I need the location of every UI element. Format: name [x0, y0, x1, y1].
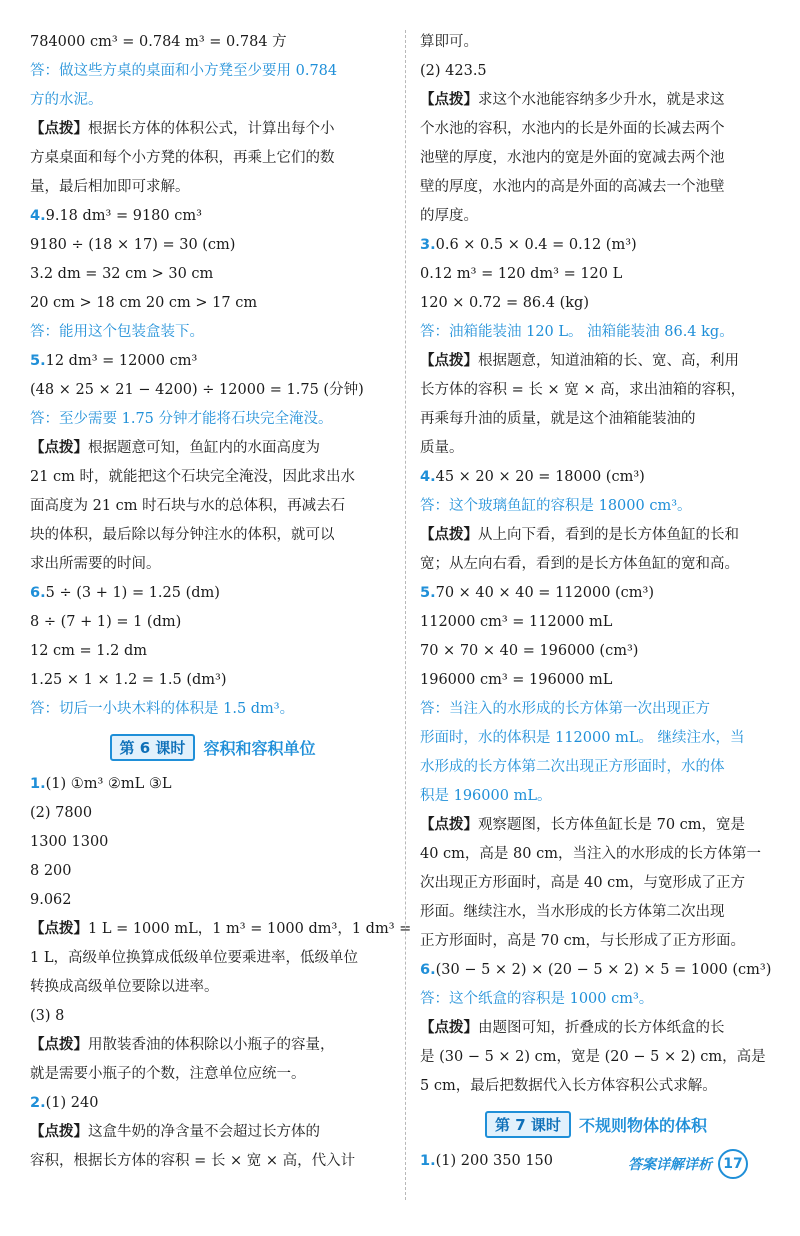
- section-heading: [420, 1105, 772, 1143]
- line-text: 根据长方体的体积公式，计算出每个小: [88, 121, 335, 137]
- line-text: 形面。继续注水，当水形成的长方体第二次出现: [420, 904, 725, 920]
- text-line: [420, 260, 772, 289]
- text-line: [420, 927, 772, 956]
- line-text: 求这个水池能容纳多少升水，就是求这: [478, 92, 725, 108]
- line-text: 答：油箱能装油 120 L。 油箱能装油 86.4 kg。: [420, 324, 734, 340]
- line-text: 宽；从左向右看，看到的是长方体鱼缸的宽和高。: [420, 556, 739, 572]
- section-title: 容积和容积单位: [203, 738, 316, 758]
- text-line: [420, 86, 772, 115]
- text-line: [30, 1089, 395, 1118]
- answer-line: [420, 318, 772, 347]
- text-line: [420, 57, 772, 86]
- line-text: 70 × 70 × 40 = 196000 (cm³): [420, 643, 639, 659]
- text-line: [420, 898, 772, 927]
- line-text: 0.6 × 0.5 × 0.4 = 0.12 (m³): [435, 237, 637, 253]
- lesson-badge: 第 6 课时: [110, 734, 196, 761]
- line-text: 个水池的容积，水池内的长是外面的长减去两个: [420, 121, 725, 137]
- line-text: 这盒牛奶的净含量不会超过长方体的: [88, 1124, 320, 1140]
- line-text: 答：当注入的水形成的长方体第一次出现正方: [420, 701, 710, 717]
- lesson-badge: 第 7 课时: [485, 1111, 571, 1138]
- text-line: [30, 973, 395, 1002]
- line-text: 112000 cm³ = 112000 mL: [420, 614, 613, 630]
- line-text: 就是需要小瓶子的个数，注意单位应统一。: [30, 1066, 306, 1082]
- text-line: [420, 579, 772, 608]
- text-line: [30, 347, 395, 376]
- hint-tag: 【点拨】: [30, 1124, 88, 1140]
- line-text: 答：这个玻璃鱼缸的容积是 18000 cm³。: [420, 498, 692, 514]
- line-text: 根据题意，知道油箱的长、宽、高，利用: [478, 353, 739, 369]
- answer-line: [420, 724, 772, 753]
- line-text: 9.062: [30, 892, 72, 908]
- text-line: [30, 1060, 395, 1089]
- hint-tag: 【点拨】: [30, 1037, 88, 1053]
- line-text: 容积，根据长方体的容积 = 长 × 宽 × 高，代入计: [30, 1153, 356, 1169]
- line-text: 方的水泥。: [30, 92, 103, 108]
- text-line: [420, 347, 772, 376]
- text-line: [30, 915, 412, 944]
- hint-tag: 【点拨】: [30, 921, 88, 937]
- text-line: [30, 260, 395, 289]
- line-text: (30 − 5 × 2) × (20 − 5 × 2) × 5 = 1000 (cm³): [435, 962, 772, 978]
- section-heading: [30, 728, 395, 766]
- text-line: [420, 1043, 772, 1072]
- hint-tag: 【点拨】: [420, 527, 478, 543]
- line-text: 3.2 dm = 32 cm > 30 cm: [30, 266, 214, 282]
- text-line: [420, 231, 772, 260]
- line-text: 长方体的容积 = 长 × 宽 × 高，求出油箱的容积，: [420, 382, 746, 398]
- line-text: 的厚度。: [420, 208, 478, 224]
- text-line: [30, 1147, 395, 1176]
- question-number: 4.: [30, 208, 46, 224]
- text-line: [420, 144, 772, 173]
- line-text: 质量。: [420, 440, 464, 456]
- line-text: (2) 423.5: [420, 63, 487, 79]
- page-number: 17: [718, 1149, 748, 1179]
- text-line: [30, 115, 395, 144]
- line-text: 196000 cm³ = 196000 mL: [420, 672, 613, 688]
- line-text: 5 cm，最后把数据代入长方体容积公式求解。: [420, 1078, 717, 1094]
- text-line: [420, 28, 772, 57]
- text-line: [420, 289, 772, 318]
- line-text: (2) 7800: [30, 805, 93, 821]
- line-text: 1.25 × 1 × 1.2 = 1.5 (dm³): [30, 672, 227, 688]
- text-line: [30, 289, 395, 318]
- question-number: 2.: [30, 1095, 46, 1111]
- text-line: [420, 434, 772, 463]
- line-text: 量，最后相加即可求解。: [30, 179, 190, 195]
- text-line: [30, 886, 395, 915]
- text-line: [30, 463, 395, 492]
- text-line: [30, 1031, 395, 1060]
- line-text: 70 × 40 × 40 = 112000 (cm³): [435, 585, 655, 601]
- text-line: [30, 521, 395, 550]
- text-line: [30, 550, 395, 579]
- line-text: 水形成的长方体第二次出现正方形面时，水的体: [420, 759, 725, 775]
- line-text: (48 × 25 × 21 − 4200) ÷ 12000 = 1.75 (分钟): [30, 382, 364, 398]
- line-text: 8 ÷ (7 + 1) = 1 (dm): [30, 614, 182, 630]
- text-line: [30, 173, 395, 202]
- line-text: 积是 196000 mL。: [420, 788, 552, 804]
- answer-line: [30, 318, 395, 347]
- line-text: 算即可。: [420, 34, 478, 50]
- section-title: 不规则物体的体积: [578, 1115, 707, 1135]
- text-line: [30, 231, 395, 260]
- answer-line: [30, 695, 395, 724]
- text-line: [30, 637, 395, 666]
- line-text: 0.12 m³ = 120 dm³ = 120 L: [420, 266, 623, 282]
- line-text: 120 × 0.72 = 86.4 (kg): [420, 295, 589, 311]
- text-line: [420, 550, 772, 579]
- text-line: [30, 1118, 395, 1147]
- text-line: [420, 521, 772, 550]
- text-line: [30, 144, 395, 173]
- right-column: [420, 28, 772, 1176]
- page-footer: [628, 1149, 748, 1179]
- text-line: [420, 637, 772, 666]
- line-text: 5 ÷ (3 + 1) = 1.25 (dm): [45, 585, 220, 601]
- text-line: [420, 666, 772, 695]
- line-text: 12 dm³ = 12000 cm³: [45, 353, 198, 369]
- line-text: 根据题意可知，鱼缸内的水面高度为: [88, 440, 320, 456]
- answer-line: [420, 492, 772, 521]
- text-line: [420, 405, 772, 434]
- hint-tag: 【点拨】: [420, 1020, 478, 1036]
- line-text: 答：切后一小块木料的体积是 1.5 dm³。: [30, 701, 295, 717]
- answer-line: [30, 57, 395, 86]
- text-line: [420, 1072, 772, 1101]
- question-number: 1.: [420, 1153, 436, 1169]
- answer-line: [420, 985, 772, 1014]
- text-line: [420, 608, 772, 637]
- text-line: [30, 492, 395, 521]
- text-line: [420, 463, 772, 492]
- line-text: 9.18 dm³ = 9180 cm³: [45, 208, 202, 224]
- line-text: 面高度为 21 cm 时石块与水的总体积，再减去石: [30, 498, 346, 514]
- text-line: [30, 376, 395, 405]
- footer-label: 答案详解详析: [628, 1157, 712, 1173]
- text-line: [30, 608, 395, 637]
- question-number: 6.: [420, 962, 436, 978]
- line-text: 块的体积，最后除以每分钟注水的体积，就可以: [30, 527, 335, 543]
- line-text: 784000 cm³ = 0.784 m³ = 0.784 方: [30, 34, 287, 50]
- line-text: 8 200: [30, 863, 72, 879]
- hint-tag: 【点拨】: [30, 440, 88, 456]
- line-text: 20 cm > 18 cm 20 cm > 17 cm: [30, 295, 258, 311]
- line-text: 求出所需要的时间。: [30, 556, 161, 572]
- line-text: 1 L，高级单位换算成低级单位要乘进率，低级单位: [30, 950, 358, 966]
- line-text: 40 cm，高是 80 cm，当注入的水形成的长方体第一: [420, 846, 761, 862]
- hint-tag: 【点拨】: [420, 817, 478, 833]
- question-number: 4.: [420, 469, 436, 485]
- text-line: [30, 1002, 395, 1031]
- question-number: 6.: [30, 585, 46, 601]
- line-text: 是 (30 − 5 × 2) cm，宽是 (20 − 5 × 2) cm，高是: [420, 1049, 766, 1065]
- line-text: 用散装香油的体积除以小瓶子的容量，: [88, 1037, 335, 1053]
- text-line: [30, 828, 395, 857]
- line-text: 再乘每升油的质量，就是这个油箱能装油的: [420, 411, 696, 427]
- line-text: 观察题图，长方体鱼缸长是 70 cm，宽是: [478, 817, 746, 833]
- line-text: 答：能用这个包装盒装下。: [30, 324, 204, 340]
- text-line: [420, 173, 772, 202]
- hint-tag: 【点拨】: [420, 92, 478, 108]
- line-text: 21 cm 时，就能把这个石块完全淹没，因此求出水: [30, 469, 356, 485]
- text-line: [30, 202, 395, 231]
- line-text: 从上向下看，看到的是长方体鱼缸的长和: [478, 527, 739, 543]
- line-text: 12 cm = 1.2 dm: [30, 643, 147, 659]
- line-text: 1 L = 1000 mL，1 m³ = 1000 dm³，1 dm³ =: [88, 921, 412, 937]
- line-text: (1) ①m³ ②mL ③L: [45, 776, 172, 792]
- line-text: 1300 1300: [30, 834, 109, 850]
- answer-line: [420, 753, 772, 782]
- text-line: [30, 579, 395, 608]
- question-number: 5.: [420, 585, 436, 601]
- line-text: (1) 200 350 150: [435, 1153, 554, 1169]
- text-line: [420, 202, 772, 231]
- line-text: (1) 240: [45, 1095, 99, 1111]
- text-line: [30, 770, 395, 799]
- hint-tag: 【点拨】: [30, 121, 88, 137]
- line-text: 答：做这些方桌的桌面和小方凳至少要用 0.784: [30, 63, 338, 79]
- answer-line: [30, 405, 395, 434]
- column-divider: [405, 30, 406, 1200]
- line-text: 45 × 20 × 20 = 18000 (cm³): [435, 469, 645, 485]
- line-text: 答：至少需要 1.75 分钟才能将石块完全淹没。: [30, 411, 333, 427]
- line-text: 答：这个纸盒的容积是 1000 cm³。: [420, 991, 654, 1007]
- text-line: [30, 799, 395, 828]
- text-line: [420, 869, 772, 898]
- text-line: [420, 811, 772, 840]
- text-line: [30, 857, 395, 886]
- hint-tag: 【点拨】: [420, 353, 478, 369]
- answer-line: [420, 695, 772, 724]
- line-text: 次出现正方形面时，高是 40 cm，与宽形成了正方: [420, 875, 746, 891]
- text-line: [420, 840, 772, 869]
- question-number: 5.: [30, 353, 46, 369]
- line-text: 壁的厚度，水池内的高是外面的高减去一个池壁: [420, 179, 725, 195]
- line-text: 9180 ÷ (18 × 17) = 30 (cm): [30, 237, 236, 253]
- text-line: [420, 1014, 772, 1043]
- text-line: [30, 28, 395, 57]
- answer-line: [30, 86, 395, 115]
- text-line: [420, 115, 772, 144]
- line-text: 转换成高级单位要除以进率。: [30, 979, 219, 995]
- question-number: 1.: [30, 776, 46, 792]
- line-text: 形面时，水的体积是 112000 mL。 继续注水，当: [420, 730, 745, 746]
- text-line: [30, 944, 395, 973]
- question-number: 3.: [420, 237, 436, 253]
- text-line: [420, 376, 772, 405]
- text-line: [30, 666, 395, 695]
- left-column: [30, 28, 412, 1176]
- line-text: (3) 8: [30, 1008, 65, 1024]
- line-text: 方桌桌面和每个小方凳的体积，再乘上它们的数: [30, 150, 335, 166]
- line-text: 由题图可知，折叠成的长方体纸盒的长: [478, 1020, 725, 1036]
- answer-line: [420, 782, 772, 811]
- text-line: [30, 434, 395, 463]
- line-text: 正方形面时，高是 70 cm，与长形成了正方形面。: [420, 933, 746, 949]
- text-line: [420, 956, 772, 985]
- line-text: 池壁的厚度，水池内的宽是外面的宽减去两个池: [420, 150, 725, 166]
